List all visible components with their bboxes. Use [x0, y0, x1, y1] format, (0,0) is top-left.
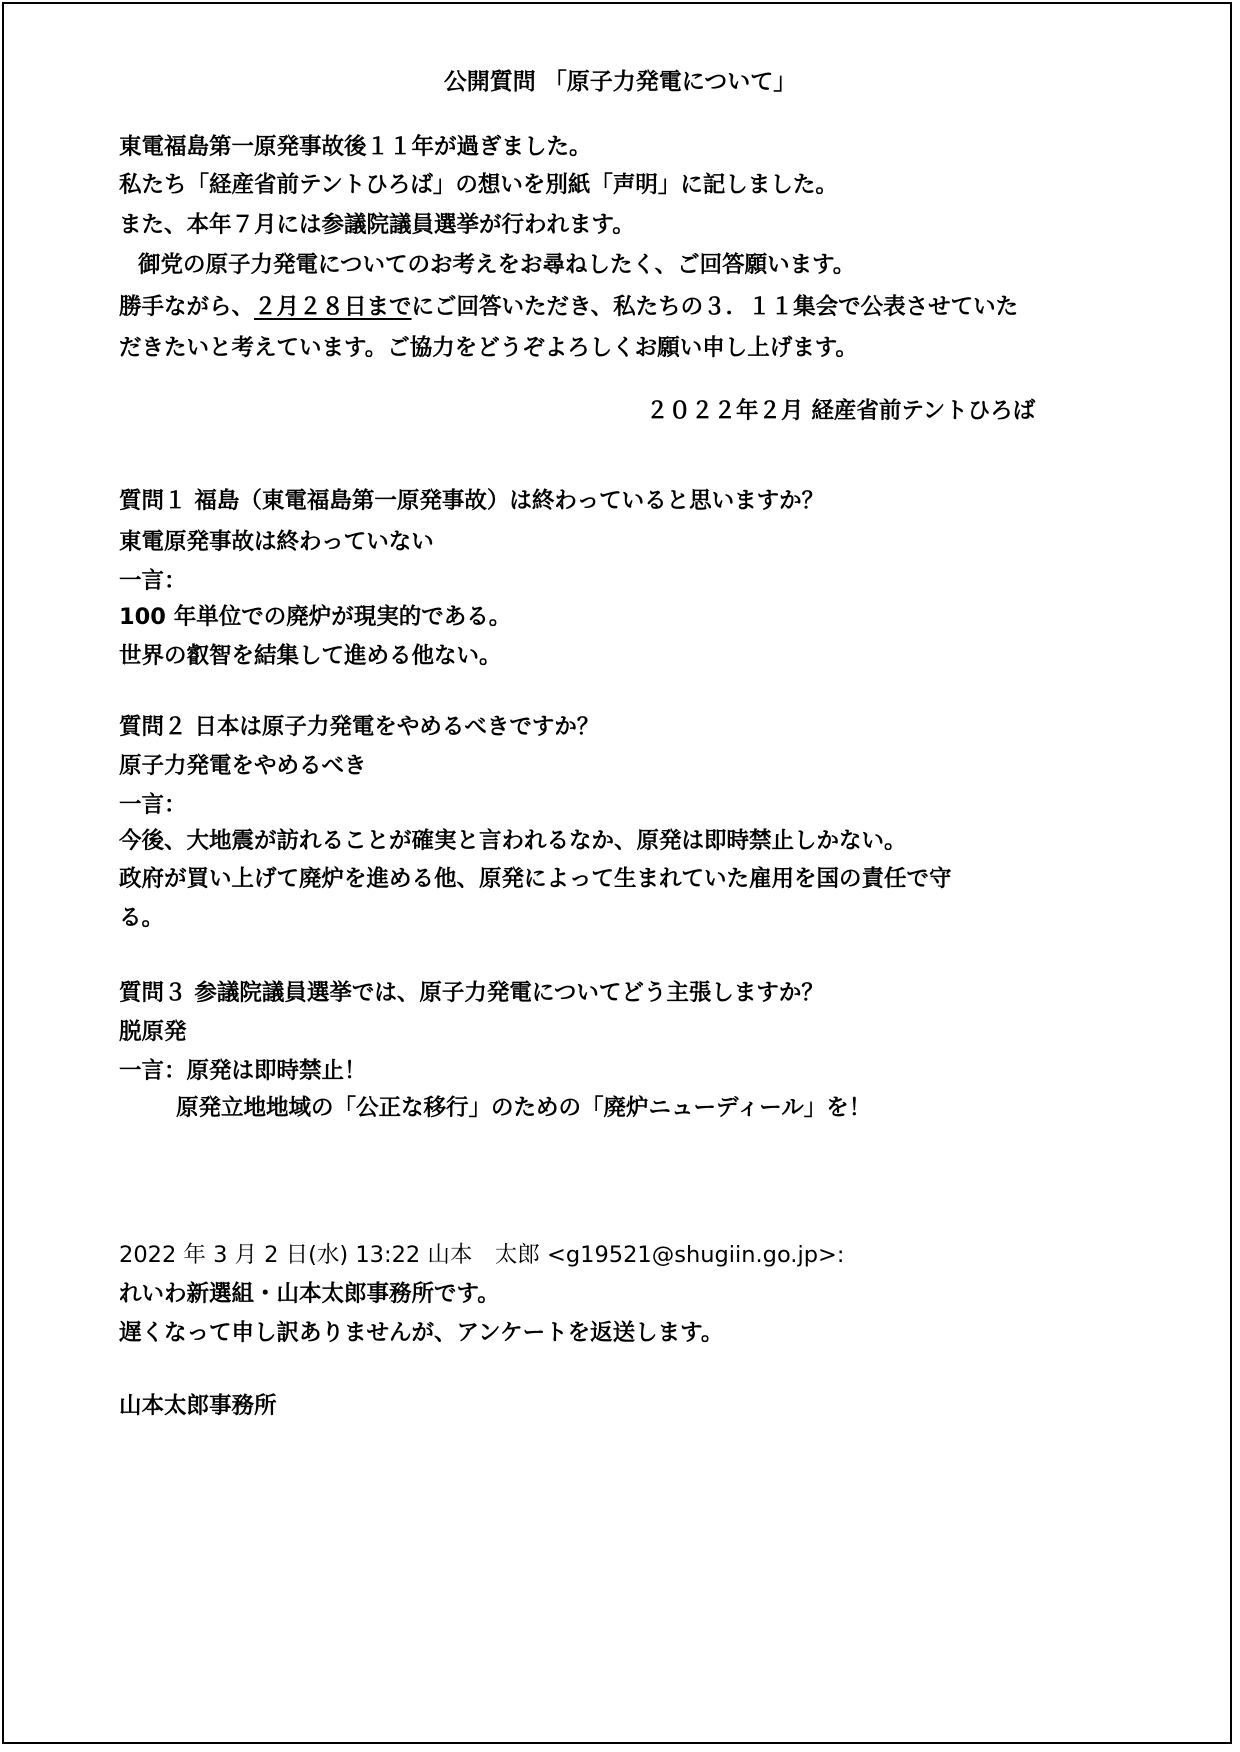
- q2-question: 質問２ 日本は原子力発電をやめるべきですか？: [119, 714, 600, 740]
- q1-comment-2: 世界の叡智を結集して進める他ない。: [119, 643, 502, 669]
- email-sender: 山本太郎事務所: [119, 1393, 277, 1419]
- q3-comment-1: 一言：原発は即時禁止！: [119, 1058, 367, 1084]
- page-title: 公開質問 「原子力発電について」: [443, 69, 797, 95]
- q2-comment-label: 一言：: [119, 792, 187, 818]
- email-line-1: れいわ新選組・山本太郎事務所です。: [119, 1281, 500, 1307]
- q3-comment-2: 原発立地地域の「公正な移行」のための「廃炉ニューディール」を！: [176, 1095, 872, 1121]
- q2-comment-3: る。: [119, 905, 165, 931]
- q1-answer: 東電原発事故は終わっていない: [119, 529, 434, 555]
- intro-line-6: だきたいと考えています。ご協力をどうぞよろしくお願い申し上げます。: [119, 335, 858, 361]
- q1-question: 質問１ 福島（東電福島第一原発事故）は終わっていると思いますか？: [119, 488, 825, 514]
- signature: ２０２２年２月 経産省前テントひろば: [646, 398, 1036, 424]
- intro-line-2: 私たち「経産省前テントひろば」の想いを別紙「声明」に記しました。: [119, 172, 838, 198]
- intro-line-4: 御党の原子力発電についてのお考えをお尋ねしたく、ご回答願います。: [138, 252, 856, 278]
- q1-comment-label: 一言：: [119, 568, 187, 594]
- intro-line-1: 東電福島第一原発事故後１１年が過ぎました。: [119, 134, 592, 160]
- q3-question: 質問３ 参議院議員選挙では、原子力発電についてどう主張しますか？: [119, 980, 824, 1006]
- q3-answer: 脱原発: [119, 1019, 187, 1045]
- intro-line-5-pre: 勝手ながら、: [119, 294, 255, 320]
- email-header-text: 2022 年 3 月 2 日(水) 13:22 山本 太郎 <g19521@shugiin.go.jp>:: [119, 1242, 845, 1268]
- email-line-2: 遅くなって申し訳ありませんが、アンケートを返送します。: [119, 1320, 724, 1346]
- email-header: [119, 1240, 844, 1270]
- intro-line-5-post: にご回答いただき、私たちの３．１１集会で公表させていた: [411, 294, 1019, 320]
- deadline-text: ２月２８日まで: [254, 294, 412, 320]
- q1-comment-1: 100 年単位での廃炉が現実的である。: [119, 604, 512, 630]
- intro-line-3: また、本年７月には参議院議員選挙が行われます。: [119, 212, 635, 238]
- q2-comment-1: 今後、大地震が訪れることが確実と言われるなか、原発は即時禁止しかない。: [119, 828, 907, 854]
- intro-line-5: [119, 292, 1018, 322]
- q2-answer: 原子力発電をやめるべき: [119, 753, 367, 779]
- q2-comment-2: 政府が買い上げて廃炉を進める他、原発によって生まれていた雇用を国の責任で守: [119, 866, 952, 892]
